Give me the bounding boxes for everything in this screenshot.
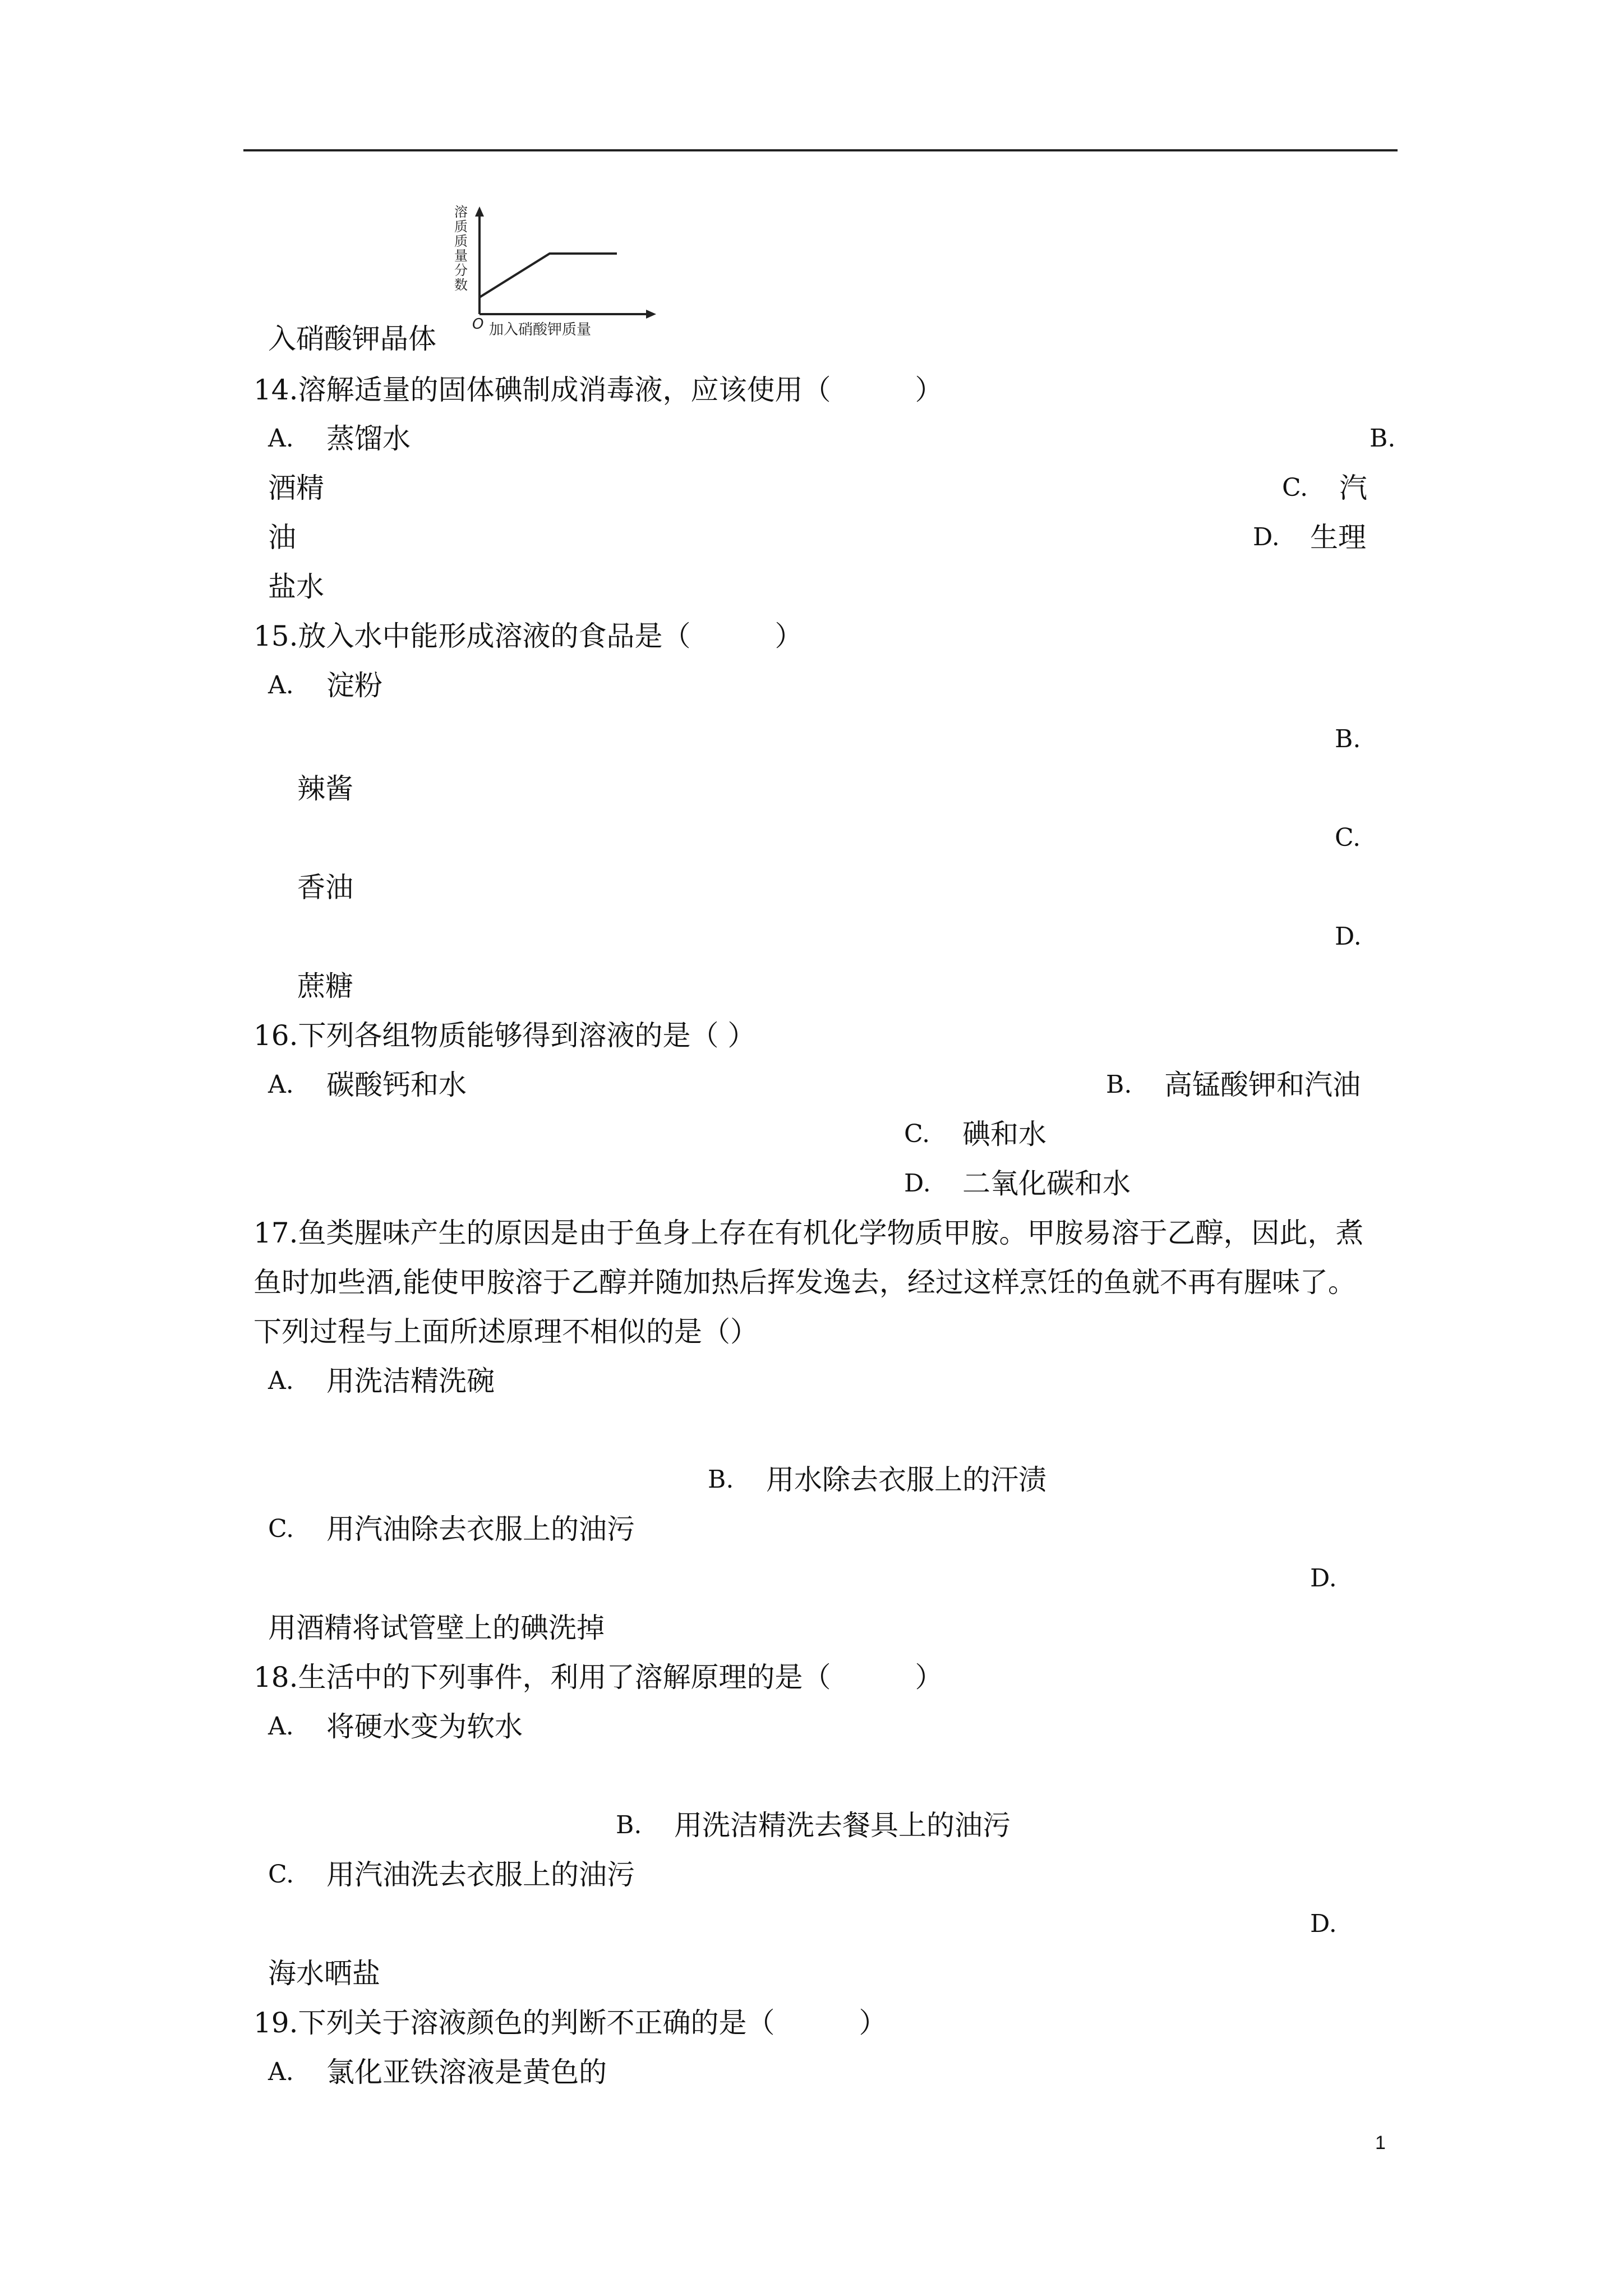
q14-option-b-letter: B. (1370, 424, 1396, 453)
solute-fraction-graph (449, 202, 662, 342)
q18-option-d-text: 海水晒盐 (268, 1957, 380, 1990)
q17-option-c-text: 用汽油除去衣服上的油污 (326, 1513, 635, 1545)
q17-stem-line-3: 下列过程与上面所述原理不相似的是（） (253, 1315, 758, 1348)
q16-stem: 16.下列各组物质能够得到溶液的是（ ） (253, 1019, 756, 1052)
q15-option-a-letter: A. (268, 671, 294, 700)
q14-option-a-letter: A. (268, 424, 294, 453)
page-number: 1 (1375, 2132, 1386, 2154)
graph-y-label-char: 数 (454, 277, 468, 293)
q14-option-d-letter: D. (1253, 523, 1280, 551)
q18-stem: 18.生活中的下列事件，利用了溶解原理的是（ ） (253, 1661, 943, 1694)
q19-option-a-text: 氯化亚铁溶液是黄色的 (326, 2056, 607, 2088)
q17-stem-line-1: 17.鱼类腥味产生的原因是由于鱼身上存在有机化学物质甲胺。甲胺易溶于乙醇，因此，煮 (253, 1217, 1364, 1249)
q19-stem: 19.下列关于溶液颜色的判断不正确的是（ ） (253, 2007, 887, 2039)
q14-option-c-letter: C. (1282, 473, 1308, 502)
header-rule (243, 149, 1398, 151)
q17-option-a-text: 用洗洁精洗碗 (326, 1365, 495, 1397)
q14-stem: 14.溶解适量的固体碘制成消毒液，应该使用（ ） (253, 374, 943, 406)
q13-option-tail: 入硝酸钾晶体 (268, 323, 436, 355)
q18-option-a-text: 将硬水变为软水 (326, 1710, 523, 1743)
q18-option-d-letter: D. (1310, 1910, 1337, 1938)
q16-option-a-text: 碳酸钙和水 (326, 1069, 467, 1101)
q16-option-b-letter: B. (1106, 1070, 1132, 1099)
graph-y-label-char: 质 (454, 233, 468, 249)
q15-option-a-text: 淀粉 (326, 669, 382, 702)
q17-option-d-text: 用酒精将试管壁上的碘洗掉 (268, 1612, 605, 1644)
graph-y-label-char: 溶 (454, 204, 468, 220)
q18-option-a-letter: A. (268, 1712, 294, 1741)
q16-option-a-letter: A. (268, 1070, 294, 1099)
q17-option-b-letter: B. (708, 1465, 734, 1494)
q17-stem-line-2: 鱼时加些酒,能使甲胺溶于乙醇并随加热后挥发逸去，经过这样烹饪的鱼就不再有腥味了。 (253, 1266, 1356, 1299)
q15-option-b-text: 辣酱 (297, 772, 353, 805)
q14-option-b-text: 酒精 (268, 472, 324, 504)
q15-option-c-letter: C. (1335, 823, 1361, 852)
q14-option-a-text: 蒸馏水 (326, 422, 411, 455)
q18-option-c-text: 用汽油洗去衣服上的油污 (326, 1858, 635, 1891)
q15-option-b-letter: B. (1335, 725, 1361, 753)
graph-x-arrow (646, 310, 656, 319)
q14-option-c-text-1: 汽 (1339, 472, 1367, 504)
q15-option-d-letter: D. (1335, 922, 1362, 951)
q17-option-c-letter: C. (268, 1515, 294, 1543)
q18-option-b-letter: B. (616, 1811, 642, 1839)
q18-option-c-letter: C. (268, 1860, 294, 1889)
graph-y-label-char: 量 (454, 248, 468, 264)
q19-option-a-letter: A. (268, 2058, 294, 2086)
graph-y-label (454, 204, 468, 293)
graph-origin-label: O (472, 316, 484, 333)
q17-option-a-letter: A. (268, 1366, 294, 1395)
q16-option-d-letter: D. (904, 1169, 931, 1198)
q15-stem: 15.放入水中能形成溶液的食品是（ ） (253, 620, 803, 652)
graph-y-label-char: 分 (454, 263, 468, 278)
graph-y-label-char: 质 (454, 219, 468, 234)
q14-option-d-text-1: 生理 (1310, 521, 1366, 554)
graph-line (479, 254, 617, 297)
q18-option-b-text: 用洗洁精洗去餐具上的油污 (674, 1809, 1011, 1842)
q14-option-d-text-2: 盐水 (268, 570, 324, 603)
graph-y-arrow (475, 206, 484, 217)
q16-option-b-text: 高锰酸钾和汽油 (1164, 1069, 1361, 1101)
q15-option-d-text: 蔗糖 (297, 970, 353, 1002)
q16-option-c-text: 碘和水 (962, 1118, 1046, 1151)
q17-option-d-letter: D. (1310, 1564, 1337, 1593)
q16-option-d-text: 二氧化碳和水 (962, 1167, 1131, 1200)
q17-option-b-text: 用水除去衣服上的汗渍 (766, 1464, 1046, 1496)
q14-option-c-text-2: 油 (268, 521, 296, 554)
q16-option-c-letter: C. (904, 1120, 930, 1148)
q15-option-c-text: 香油 (297, 871, 353, 904)
graph-x-label: 加入硝酸钾质量 (489, 321, 592, 338)
